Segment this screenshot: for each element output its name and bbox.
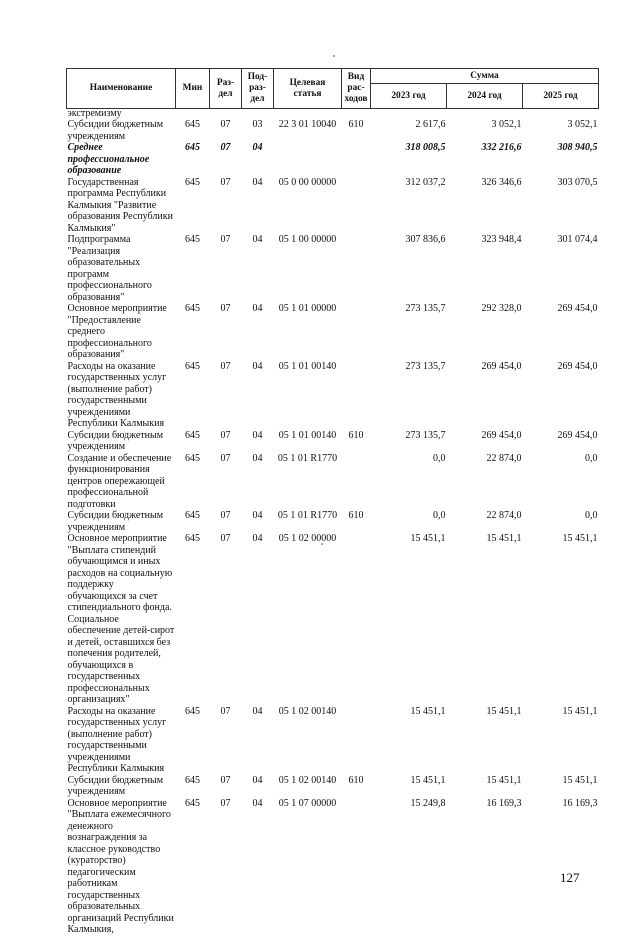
row-vid: 610 [348, 774, 364, 786]
row-target: 05 1 07 00000 [278, 797, 337, 809]
table-row [67, 303, 599, 361]
row-name: Субсидии бюджетным учреждениям [67, 774, 164, 797]
table-row [67, 706, 599, 775]
row-2025: 0,0 [585, 452, 598, 464]
row-podrazdel: 04 [252, 774, 263, 786]
row-2023 [371, 109, 447, 120]
table-row [67, 361, 599, 430]
row-min: 645 [185, 119, 200, 130]
row-podrazdel: 04 [252, 797, 263, 809]
row-2025: 308 940,5 [557, 142, 598, 153]
row-2023: 307 836,6 [405, 234, 446, 245]
row-target: 05 1 02 00140 [278, 774, 337, 786]
col-header-razdel: Раз- дел [210, 69, 242, 109]
table-row [67, 119, 599, 142]
row-vid [342, 109, 371, 120]
row-razdel: 07 [220, 510, 231, 521]
col-header-name: Наименование [67, 69, 176, 109]
row-target: 05 1 02 00140 [278, 705, 337, 717]
row-target [274, 109, 342, 120]
table-row [67, 775, 599, 798]
row-2025: 269 454,0 [557, 303, 598, 314]
row-2023: 318 008,5 [405, 142, 446, 153]
row-2024: 269 454,0 [481, 429, 522, 441]
row-vid: 610 [348, 119, 364, 130]
row-vid [342, 798, 371, 936]
row-vid [342, 453, 371, 511]
col-header-2023: 2023 год [371, 84, 447, 109]
row-2025: 269 454,0 [557, 360, 598, 372]
row-2024: 269 454,0 [481, 360, 522, 372]
row-razdel: 07 [220, 234, 231, 245]
row-2025: 15 451,1 [562, 533, 598, 544]
row-target: 05 1 02 00000 [278, 533, 337, 544]
table-row [67, 234, 599, 303]
row-2024: 292 328,0 [481, 303, 522, 314]
table-row [67, 510, 599, 533]
row-name: Среднее профессиональное образование [67, 142, 150, 176]
row-target: 05 1 01 R1770 [277, 510, 338, 521]
row-2025: 15 451,1 [562, 774, 598, 786]
scan-speck [333, 55, 335, 57]
row-vid [342, 533, 371, 706]
row-name: Расходы на оказание государственных услуг (выполнение работ) государственными учреждениями Республики Калмыкия [67, 360, 167, 429]
table-row [67, 109, 599, 120]
row-name: Субсидии бюджетным учреждениям [67, 429, 164, 452]
row-target: 05 1 01 00140 [278, 360, 337, 372]
row-2024: 3 052,1 [491, 119, 522, 130]
row-2024: 15 451,1 [486, 705, 522, 717]
budget-table [66, 68, 599, 936]
row-2024: 15 451,1 [486, 533, 522, 544]
row-razdel: 07 [220, 303, 231, 314]
table-header [67, 69, 599, 109]
row-razdel: 07 [220, 119, 231, 130]
row-target: 05 0 00 00000 [278, 176, 337, 188]
row-2025 [523, 109, 599, 120]
row-min: 645 [185, 510, 200, 521]
row-2024: 323 948,4 [481, 234, 522, 245]
row-target: 05 1 01 00000 [278, 303, 337, 314]
table-row [67, 533, 599, 706]
row-razdel: 07 [220, 142, 231, 153]
row-podrazdel: 04 [252, 452, 263, 464]
row-vid: 610 [348, 429, 364, 441]
row-name: Основное мероприятие "Выплата стипендий обучающимся и иных расходов на социальную поддержку обучающихся за счет стипендиального фонда. Социальное обеспечение детей-сирот и детей, оставшихся без попечения родителей, обучающихся в государственных профессиональных организациях" [67, 533, 175, 705]
row-min: 645 [185, 360, 200, 372]
row-2024: 22 874,0 [486, 452, 522, 464]
row-razdel: 07 [220, 774, 231, 786]
row-name: Создание и обеспечение функционирования центров опережающей профессиональной подготовки [67, 452, 172, 510]
row-vid [342, 706, 371, 775]
row-2025: 301 074,4 [557, 234, 598, 245]
row-min: 645 [185, 797, 200, 809]
row-razdel: 07 [220, 452, 231, 464]
row-vid [342, 234, 371, 303]
row-razdel: 07 [220, 176, 231, 188]
row-name: экстремизму [67, 108, 122, 119]
row-min: 645 [185, 774, 200, 786]
col-header-sum: Сумма [371, 69, 599, 84]
row-2023: 15 451,1 [410, 533, 446, 544]
col-header-vid: Вид рас- ходов [342, 69, 371, 109]
row-podrazdel: 04 [252, 510, 263, 521]
row-vid: 610 [348, 510, 364, 521]
col-header-podrazdel: Под- раз- дел [242, 69, 274, 109]
row-razdel: 07 [220, 360, 231, 372]
row-2025: 15 451,1 [562, 705, 598, 717]
row-vid [342, 361, 371, 430]
row-2024: 326 346,6 [481, 176, 522, 188]
row-name: Субсидии бюджетным учреждениям [67, 510, 164, 533]
row-min: 645 [185, 533, 200, 544]
row-vid [342, 177, 371, 235]
row-2023: 15 451,1 [410, 774, 446, 786]
row-target [274, 142, 342, 177]
table-body [67, 109, 599, 936]
row-podrazdel: 04 [252, 142, 263, 153]
row-razdel [210, 109, 242, 120]
row-min: 645 [185, 176, 200, 188]
row-2024: 16 169,3 [486, 797, 522, 809]
row-target: 05 1 00 00000 [278, 234, 337, 245]
row-min [176, 109, 210, 120]
row-podrazdel: 04 [252, 705, 263, 717]
row-min: 645 [185, 234, 200, 245]
row-name: Основное мероприятие "Выплата ежемесячного денежного вознаграждения за классное руководство (кураторство) педагогическим работникам государственных образовательных организаций Республики Калмыкия, [67, 797, 174, 935]
row-vid [342, 142, 371, 177]
row-name: Подпрограмма "Реализация образовательных программ профессионального образования" [67, 234, 152, 303]
row-2023: 273 135,7 [405, 360, 446, 372]
row-min: 645 [185, 452, 200, 464]
row-razdel: 07 [220, 429, 231, 441]
row-razdel: 07 [220, 533, 231, 544]
row-2023: 0,0 [433, 452, 446, 464]
col-header-2024: 2024 год [447, 84, 523, 109]
row-target: 05 1 01 00140 [278, 429, 337, 441]
page-number: 127 [560, 870, 580, 885]
row-2023: 273 135,7 [405, 429, 446, 441]
row-2024: 15 451,1 [486, 774, 522, 786]
row-2025: 269 454,0 [557, 429, 598, 441]
row-name: Государственная программа Республики Калмыкия "Развитие образования Республики Калмыкия" [67, 176, 173, 234]
table-row [67, 798, 599, 936]
row-2025: 16 169,3 [562, 797, 598, 809]
row-podrazdel: 04 [252, 176, 263, 188]
table-row [67, 430, 599, 453]
row-2023: 273 135,7 [405, 303, 446, 314]
row-2023: 15 451,1 [410, 705, 446, 717]
table-row [67, 453, 599, 511]
row-podrazdel: 04 [252, 429, 263, 441]
row-2023: 312 037,2 [405, 176, 446, 188]
row-min: 645 [185, 705, 200, 717]
row-podrazdel: 04 [252, 303, 263, 314]
row-2024 [447, 109, 523, 120]
row-min: 645 [185, 142, 200, 153]
row-podrazdel: 04 [252, 234, 263, 245]
table-row [67, 177, 599, 235]
row-2025: 3 052,1 [567, 119, 598, 130]
col-header-target: Целевая статья [274, 69, 342, 109]
table-row [67, 142, 599, 177]
row-name: Субсидии бюджетным учреждениям [67, 119, 164, 142]
row-name: Основное мероприятие "Предоставление среднего профессионального образования" [67, 303, 167, 360]
row-podrazdel: 04 [252, 533, 263, 544]
row-2023: 0,0 [433, 510, 446, 521]
row-2023: 15 249,8 [410, 797, 446, 809]
row-podrazdel: 03 [252, 119, 263, 130]
row-2024: 22 874,0 [486, 510, 522, 521]
col-header-min: Мин [176, 69, 210, 109]
row-name: Расходы на оказание государственных услуг (выполнение работ) государственными учреждениями Республики Калмыкия [67, 705, 167, 774]
row-vid [342, 303, 371, 361]
row-podrazdel: 04 [252, 360, 263, 372]
row-podrazdel [242, 109, 274, 120]
row-2025: 303 070,5 [557, 176, 598, 188]
row-2024: 332 216,6 [481, 142, 522, 153]
row-target: 22 3 01 10040 [278, 119, 337, 130]
row-min: 645 [185, 429, 200, 441]
row-target: 05 1 01 R1770 [277, 452, 338, 464]
col-header-2025: 2025 год [523, 84, 599, 109]
row-razdel: 07 [220, 705, 231, 717]
row-min: 645 [185, 303, 200, 314]
row-2023: 2 617,6 [415, 119, 446, 130]
row-2025: 0,0 [585, 510, 598, 521]
row-razdel: 07 [220, 797, 231, 809]
